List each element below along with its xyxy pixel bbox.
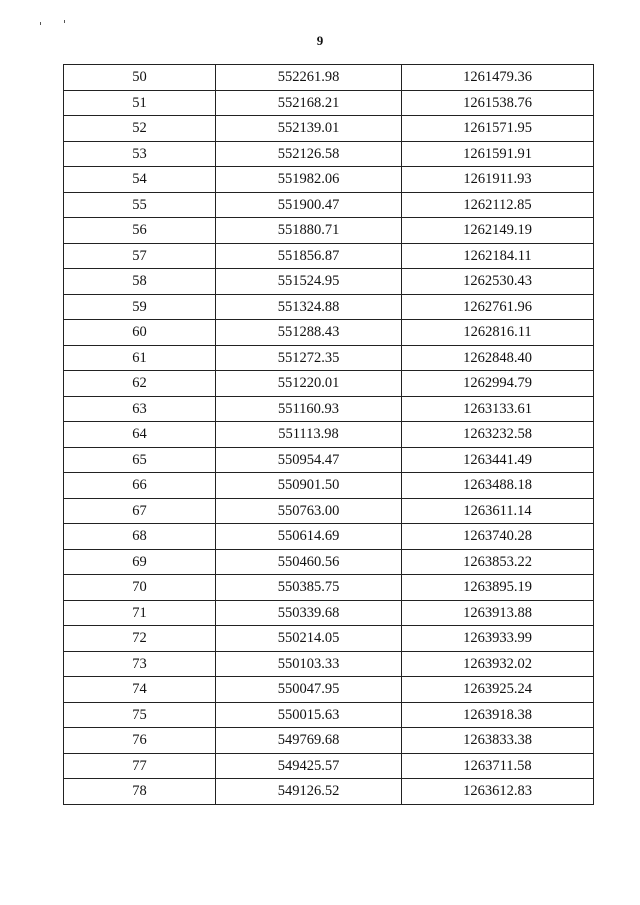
- table-row: [64, 294, 594, 320]
- table-row: [64, 626, 594, 652]
- point-number-cell: 51: [64, 90, 216, 116]
- scan-speck: [40, 22, 41, 25]
- table-row: [64, 702, 594, 728]
- y-coordinate-cell: 1262530.43: [402, 269, 594, 295]
- y-coordinate-cell: 1263913.88: [402, 600, 594, 626]
- table-row: [64, 65, 594, 91]
- point-number-cell: 65: [64, 447, 216, 473]
- x-coordinate-cell: 551288.43: [216, 320, 402, 346]
- coordinate-table: [63, 64, 594, 805]
- point-number-cell: 54: [64, 167, 216, 193]
- table-row: [64, 600, 594, 626]
- y-coordinate-cell: 1261538.76: [402, 90, 594, 116]
- y-coordinate-cell: 1262848.40: [402, 345, 594, 371]
- point-number-cell: 71: [64, 600, 216, 626]
- y-coordinate-cell: 1261911.93: [402, 167, 594, 193]
- y-coordinate-cell: 1263232.58: [402, 422, 594, 448]
- table-row: [64, 90, 594, 116]
- y-coordinate-cell: 1263895.19: [402, 575, 594, 601]
- y-coordinate-cell: 1262816.11: [402, 320, 594, 346]
- table-row: [64, 677, 594, 703]
- x-coordinate-cell: 551324.88: [216, 294, 402, 320]
- point-number-cell: 61: [64, 345, 216, 371]
- point-number-cell: 74: [64, 677, 216, 703]
- x-coordinate-cell: 551220.01: [216, 371, 402, 397]
- x-coordinate-cell: 549425.57: [216, 753, 402, 779]
- x-coordinate-cell: 550460.56: [216, 549, 402, 575]
- x-coordinate-cell: 551524.95: [216, 269, 402, 295]
- table-row: [64, 345, 594, 371]
- y-coordinate-cell: 1261571.95: [402, 116, 594, 142]
- point-number-cell: 73: [64, 651, 216, 677]
- point-number-cell: 59: [64, 294, 216, 320]
- x-coordinate-cell: 551272.35: [216, 345, 402, 371]
- y-coordinate-cell: 1263918.38: [402, 702, 594, 728]
- x-coordinate-cell: 550103.33: [216, 651, 402, 677]
- x-coordinate-cell: 551113.98: [216, 422, 402, 448]
- x-coordinate-cell: 551856.87: [216, 243, 402, 269]
- x-coordinate-cell: 550385.75: [216, 575, 402, 601]
- y-coordinate-cell: 1262761.96: [402, 294, 594, 320]
- table-row: [64, 753, 594, 779]
- y-coordinate-cell: 1262184.11: [402, 243, 594, 269]
- point-number-cell: 63: [64, 396, 216, 422]
- x-coordinate-cell: 550214.05: [216, 626, 402, 652]
- y-coordinate-cell: 1261591.91: [402, 141, 594, 167]
- point-number-cell: 62: [64, 371, 216, 397]
- table-row: [64, 243, 594, 269]
- y-coordinate-cell: 1263612.83: [402, 779, 594, 805]
- x-coordinate-cell: 552261.98: [216, 65, 402, 91]
- x-coordinate-cell: 550614.69: [216, 524, 402, 550]
- x-coordinate-cell: 549769.68: [216, 728, 402, 754]
- point-number-cell: 50: [64, 65, 216, 91]
- y-coordinate-cell: 1263711.58: [402, 753, 594, 779]
- table-row: [64, 371, 594, 397]
- point-number-cell: 56: [64, 218, 216, 244]
- point-number-cell: 55: [64, 192, 216, 218]
- table-row: [64, 192, 594, 218]
- point-number-cell: 60: [64, 320, 216, 346]
- table-row: [64, 651, 594, 677]
- point-number-cell: 76: [64, 728, 216, 754]
- x-coordinate-cell: 550901.50: [216, 473, 402, 499]
- x-coordinate-cell: 550339.68: [216, 600, 402, 626]
- point-number-cell: 57: [64, 243, 216, 269]
- x-coordinate-cell: 550047.95: [216, 677, 402, 703]
- table-row: [64, 320, 594, 346]
- y-coordinate-cell: 1263932.02: [402, 651, 594, 677]
- page-number: 9: [316, 33, 324, 48]
- point-number-cell: 64: [64, 422, 216, 448]
- table-row: [64, 524, 594, 550]
- point-number-cell: 58: [64, 269, 216, 295]
- y-coordinate-cell: 1263833.38: [402, 728, 594, 754]
- x-coordinate-cell: 551900.47: [216, 192, 402, 218]
- x-coordinate-cell: 551880.71: [216, 218, 402, 244]
- x-coordinate-cell: 550954.47: [216, 447, 402, 473]
- y-coordinate-cell: 1263611.14: [402, 498, 594, 524]
- table-row: [64, 447, 594, 473]
- y-coordinate-cell: 1261479.36: [402, 65, 594, 91]
- point-number-cell: 70: [64, 575, 216, 601]
- y-coordinate-cell: 1263853.22: [402, 549, 594, 575]
- point-number-cell: 75: [64, 702, 216, 728]
- table-row: [64, 473, 594, 499]
- x-coordinate-cell: 552168.21: [216, 90, 402, 116]
- point-number-cell: 69: [64, 549, 216, 575]
- point-number-cell: 66: [64, 473, 216, 499]
- point-number-cell: 77: [64, 753, 216, 779]
- point-number-cell: 53: [64, 141, 216, 167]
- x-coordinate-cell: 552126.58: [216, 141, 402, 167]
- y-coordinate-cell: 1263740.28: [402, 524, 594, 550]
- y-coordinate-cell: 1263488.18: [402, 473, 594, 499]
- table-row: [64, 167, 594, 193]
- point-number-cell: 67: [64, 498, 216, 524]
- y-coordinate-cell: 1263441.49: [402, 447, 594, 473]
- point-number-cell: 68: [64, 524, 216, 550]
- point-number-cell: 78: [64, 779, 216, 805]
- x-coordinate-cell: 551160.93: [216, 396, 402, 422]
- scan-speck: [64, 20, 65, 23]
- y-coordinate-cell: 1263925.24: [402, 677, 594, 703]
- x-coordinate-cell: 551982.06: [216, 167, 402, 193]
- x-coordinate-cell: 549126.52: [216, 779, 402, 805]
- table-row: [64, 728, 594, 754]
- x-coordinate-cell: 550015.63: [216, 702, 402, 728]
- y-coordinate-cell: 1262112.85: [402, 192, 594, 218]
- table-row: [64, 422, 594, 448]
- y-coordinate-cell: 1262149.19: [402, 218, 594, 244]
- y-coordinate-cell: 1263133.61: [402, 396, 594, 422]
- x-coordinate-cell: 550763.00: [216, 498, 402, 524]
- table-row: [64, 498, 594, 524]
- table-row: [64, 141, 594, 167]
- table-row: [64, 269, 594, 295]
- table-row: [64, 218, 594, 244]
- table-row: [64, 116, 594, 142]
- point-number-cell: 52: [64, 116, 216, 142]
- x-coordinate-cell: 552139.01: [216, 116, 402, 142]
- coordinate-table-body: [64, 65, 594, 805]
- table-row: [64, 779, 594, 805]
- table-row: [64, 549, 594, 575]
- point-number-cell: 72: [64, 626, 216, 652]
- y-coordinate-cell: 1263933.99: [402, 626, 594, 652]
- table-row: [64, 396, 594, 422]
- y-coordinate-cell: 1262994.79: [402, 371, 594, 397]
- table-row: [64, 575, 594, 601]
